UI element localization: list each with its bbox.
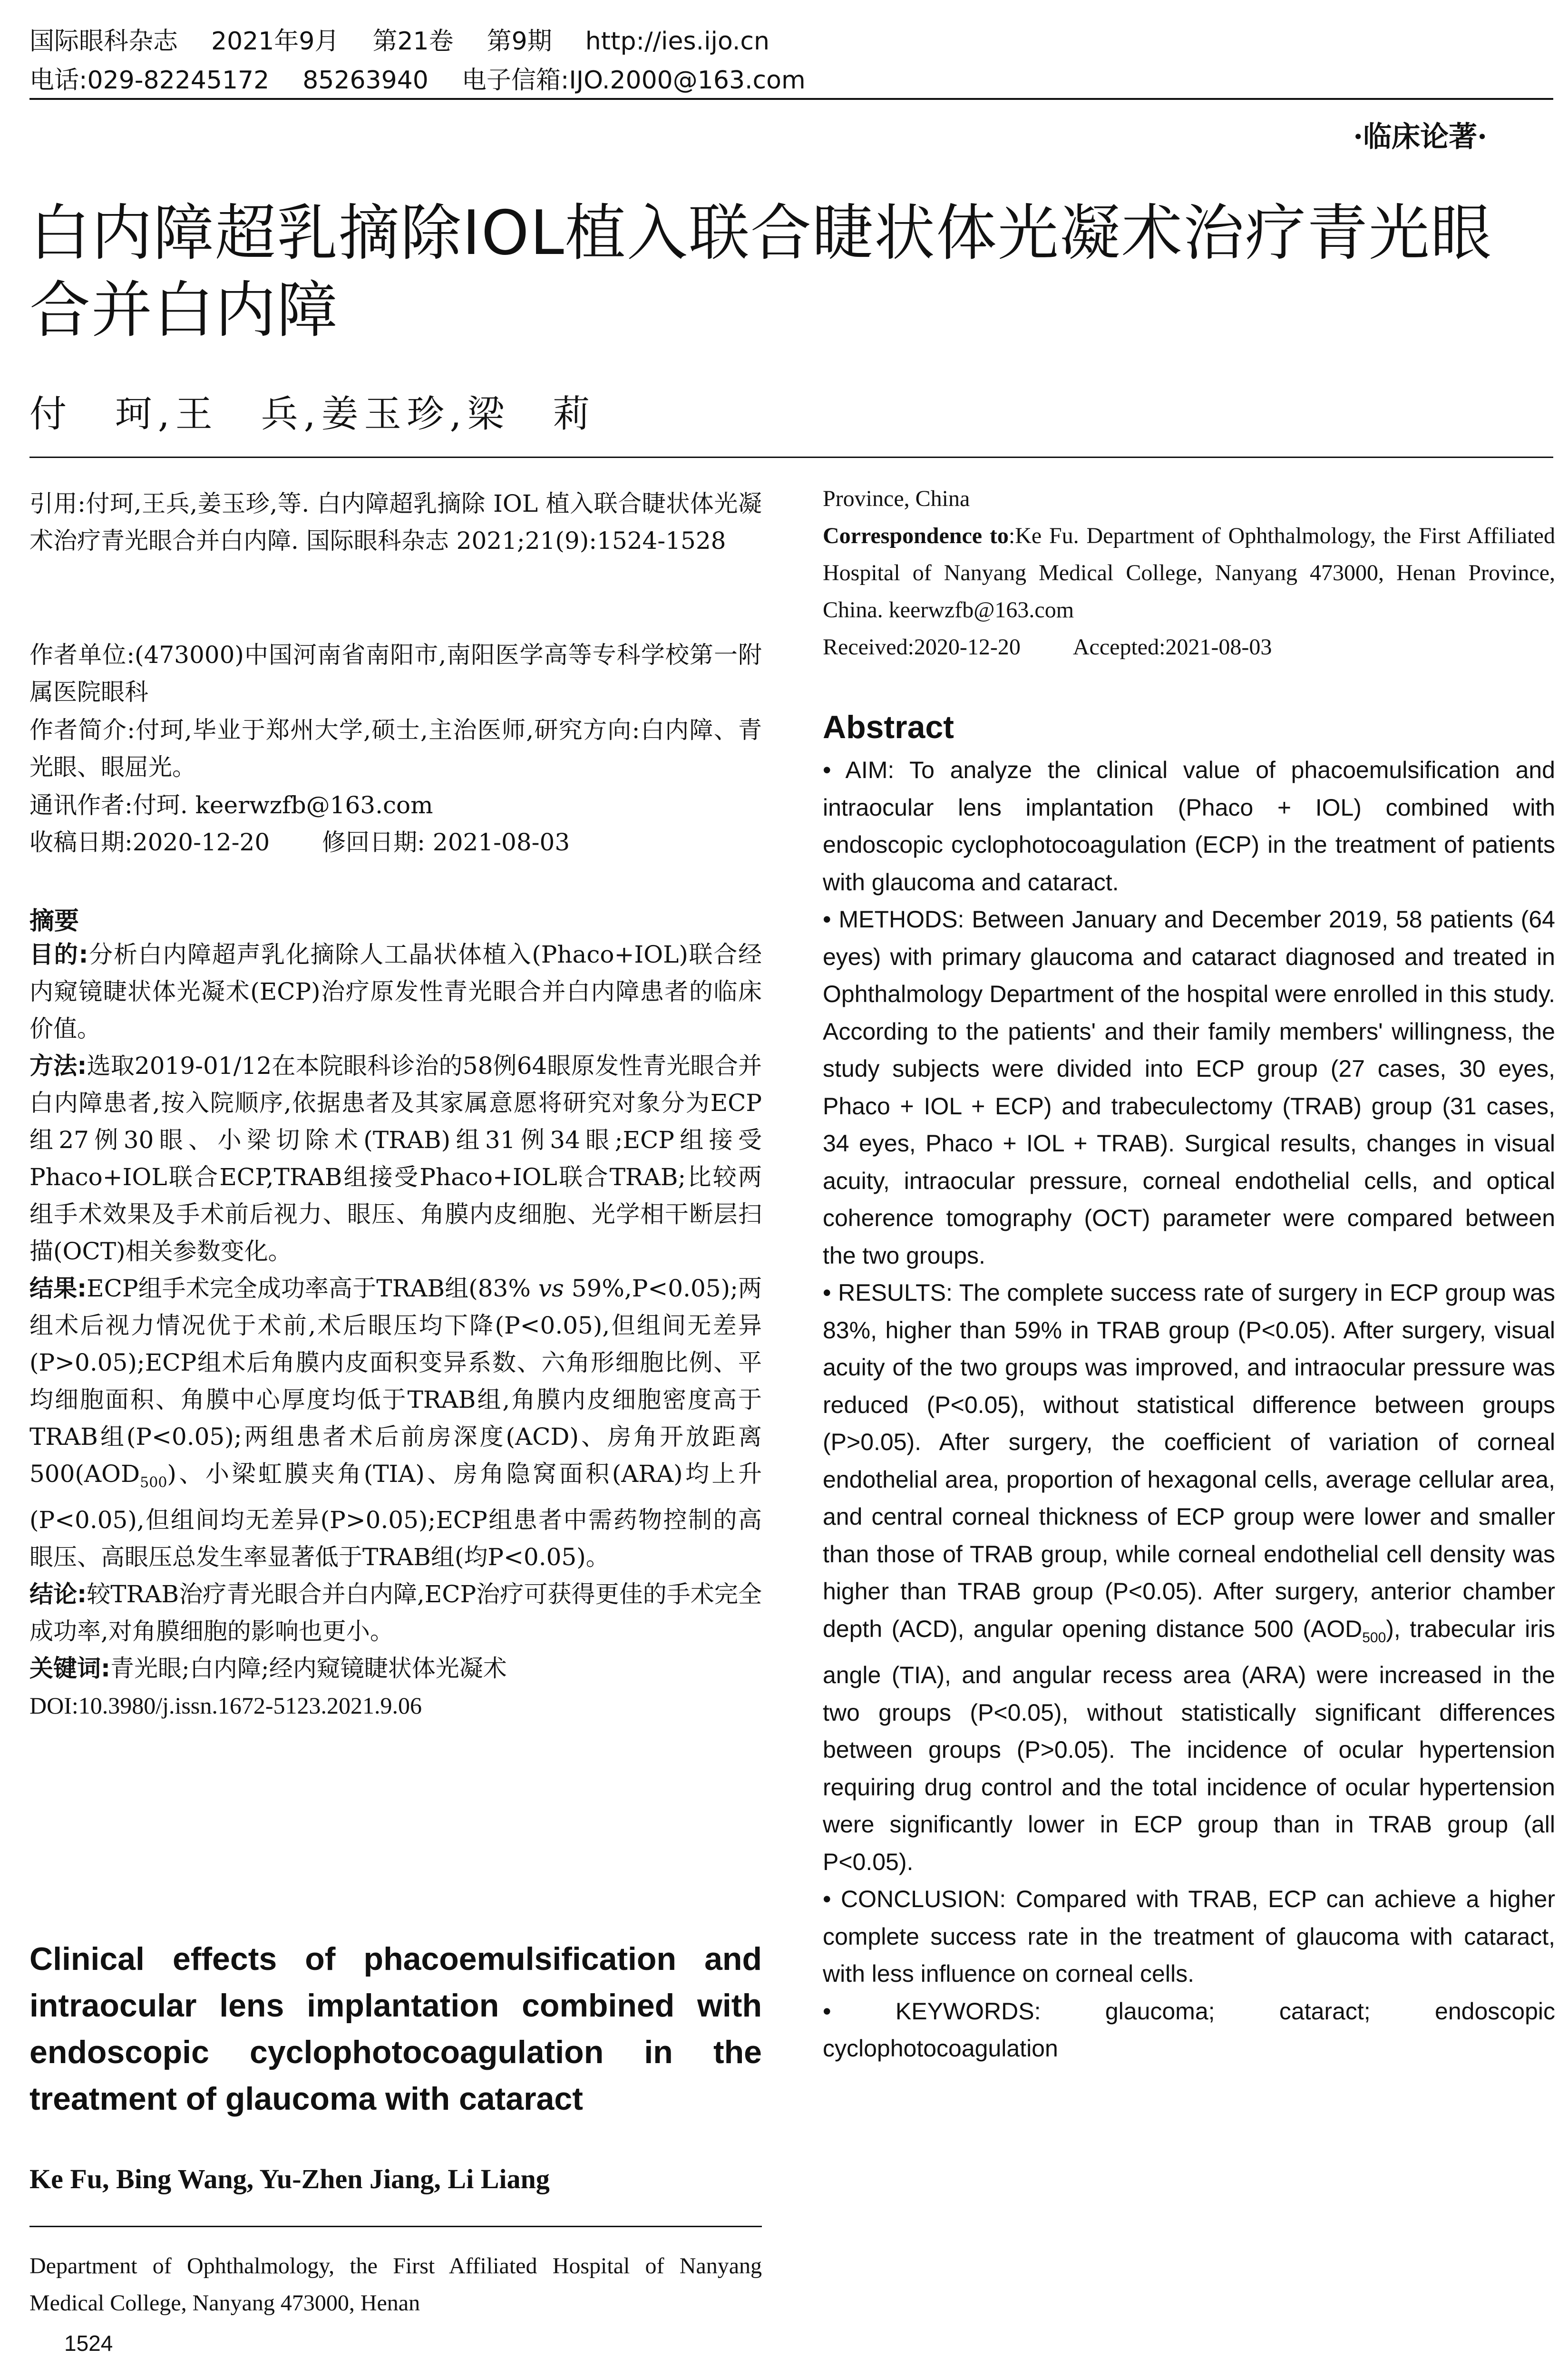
abstract-zh-heading: 摘要 [29,907,79,935]
journal-phone2: 85263940 [302,66,429,95]
journal-header-line1 [29,21,803,57]
abstract-en-aim: • AIM: To analyze the clinical value of phacoemulsification and intraocular lens implantation (Phaco + IOL) combined with endoscopic cyclophotocoagulation (ECP) in the treatment of patients with glaucoma and cataract. [823,757,1555,896]
abstract-en [823,751,1555,2067]
dates-en [823,629,1555,666]
abstract-en-methods: • METHODS: Between January and December 2019, 58 patients (64 eyes) with primary glaucoma and cataract diagnosed and treated in Ophthalmology Department of the hospital were enrolled in this study. According to the patients' and their family members' willingness, the study subjects were divided into ECP group (27 cases, 30 eyes, Phaco + IOL + ECP) and trabeculectomy (TRAB) group (31 cases, 34 eyes, Phaco + IOL + TRAB). Surgical results, changes in visual acuity, intraocular pressure, corneal endothelial cells, and optical coherence tomography (OCT) parameter were compared between the two groups. [823,906,1555,1269]
abstract-zh-results: 结果:ECP组手术完全成功率高于TRAB组(83% vs 59%,P<0.05);两组术后视力情况优于术前,术后眼压均下降(P<0.05),但组间无差异(P>0.05);ECP组术后角膜内皮面积变异系数、六角形细胞比例、平均细胞面积、角膜中心厚度均低于TRAB组,角膜内皮细胞密度高于TRAB组(P<0.05);两组患者术后前房深度(ACD)、房角开放距离$500(AOD_{500})$、小梁虹膜夹角(TIA)、房角隐窝面积(ARA)均上升(P<0.05),但组间均无差异(P>0.05);ECP组患者中需药物控制的高眼压、高眼压总发生率显著低于TRAB组(均P<0.05)。 [29,1275,762,1571]
correspondence-zh: 通讯作者:付珂. keerwzfb@163.com [29,791,433,819]
authors-zh: 付 珂,王 兵,姜玉珍,梁 莉 [29,393,596,436]
revised-date-zh: 修回日期: 2021-08-03 [322,828,570,856]
journal-phone: 电话:029-82245172 [29,66,270,95]
affiliation-en-part2: Province, China [823,486,970,511]
issue: 第9期 [487,27,552,56]
abstract-en-heading: Abstract [823,709,954,745]
abstract-en-keywords: • KEYWORDS: glaucoma; cataract; endoscopic cyclophotocoagulation [823,1997,1555,2062]
received-date-en: Received:2020-12-20 [823,634,1021,660]
author-bio-zh: 作者简介:付珂,毕业于郑州大学,硕士,主治医师,研究方向:白内障、青光眼、眼屈光。 [29,716,762,781]
abstract-en-results: • RESULTS: The complete success rate of surgery in ECP group was 83%, higher than 59% in TRAB group (P<0.05). After surgery, visual acuity of the two groups was improved, and intraocular pressure was reduced (P<0.05), without statistical difference between groups (P>0.05). After surgery, the coefficient of variation of corneal endothelial area, proportion of hexagonal cells, average cellular area, and central corneal thickness of ECP group were lower and smaller than those of TRAB group, while corneal endothelial cell density was higher than TRAB group (P<0.05). After surgery, anterior chamber depth (ACD), angular opening distance 500 $(AOD_{500})$, trabecular iris angle (TIA), and angular recess area (ARA) were increased in the two groups (P<0.05), without statistically significant differences between groups (P>0.05). The incidence of ocular hypertension requiring drug control and the total incidence of ocular hypertension were significantly lower in ECP group than in TRAB group (all P<0.05). [823,1279,1556,1875]
article-title-zh: 白内障超乳摘除IOL植入联合睫状体光凝术治疗青光眼合并白内障 [29,198,1492,346]
dates-zh [29,824,762,861]
received-date-zh: 收稿日期:2020-12-20 [29,828,270,856]
abstract-zh-methods: 方法:选取2019-01/12在本院眼科诊治的58例64眼原发性青光眼合并白内障患者,按入院顺序,依据患者及其家属意愿将研究对象分为ECP组27例30眼、小梁切除术(TRAB)组31例34眼;ECP组接受Phaco+IOL联合ECP,TRAB组接受Phaco+IOL联合TRAB;比较两组手术效果及手术前后视力、眼压、角膜内皮细胞、光学相干断层扫描(OCT)相关参数变化。 [29,1052,762,1265]
doi[interactable]: DOI:10.3980/j.issn.1672-5123.2021.9.06 [29,1692,422,1719]
accepted-date-en: Accepted:2021-08-03 [1072,634,1272,660]
article-title-en: Clinical effects of phacoemulsification and intraocular lens implantation combined with endoscopic cyclophotocoagulation in the treatment of glaucoma with cataract [29,1941,762,2117]
section-label: ·临床论著· [1353,120,1487,154]
journal-url[interactable]: http://ies.ijo.cn [585,27,769,56]
abstract-zh-keywords: 关键词:青光眼;白内障;经内窥镜睫状体光凝术 [29,1655,507,1682]
abstract-zh-conclusion: 结论:较TRAB治疗青光眼合并白内障,ECP治疗可获得更佳的手术完全成功率,对角膜细胞的影响也更小。 [29,1580,762,1645]
abstract-zh [29,936,762,1724]
issue-date: 2021年9月 [211,27,340,56]
volume: 第21卷 [372,27,454,56]
citation: 引用:付珂,王兵,姜玉珍,等. 白内障超乳摘除 IOL 植入联合睫状体光凝术治疗青光眼合并白内障. 国际眼科杂志 2021;21(9):1524-1528 [29,490,762,555]
affiliation-en-block [823,480,1555,666]
abstract-en-conclusion: • CONCLUSION: Compared with TRAB, ECP can achieve a higher complete success rate in the treatment of glaucoma with cataract, with less influence on corneal cells. [823,1886,1555,1987]
journal-name: 国际眼科杂志 [29,27,178,56]
authors-divider [29,2226,762,2227]
affiliation-en-part1: Department of Ophthalmology, the First Affiliated Hospital of Nanyang Medical College, Nanyang 473000, Henan [29,2253,762,2316]
affiliation-zh: 作者单位:(473000)中国河南省南阳市,南阳医学高等专科学校第一附属医院眼科 [29,641,762,706]
header-divider [29,98,1553,100]
abstract-zh-aim: 目的:分析白内障超声乳化摘除人工晶状体植入(Phaco+IOL)联合经内窥镜睫状体光凝术(ECP)治疗原发性青光眼合并白内障患者的临床价值。 [29,941,762,1042]
journal-header-line2 [29,60,839,96]
page-number: 1524 [64,2331,113,2356]
authors-en: Ke Fu, Bing Wang, Yu-Zhen Jiang, Li Liang [29,2163,550,2194]
correspondence-en: Correspondence to:Ke Fu. Department of Ophthalmology, the First Affiliated Hospital of Nanyang Medical College, Nanyang 473000, Henan Province, China. keerwzfb@163.com [823,523,1555,623]
journal-email[interactable]: 电子信箱:IJO.2000@163.com [461,66,806,95]
title-divider [29,457,1553,458]
